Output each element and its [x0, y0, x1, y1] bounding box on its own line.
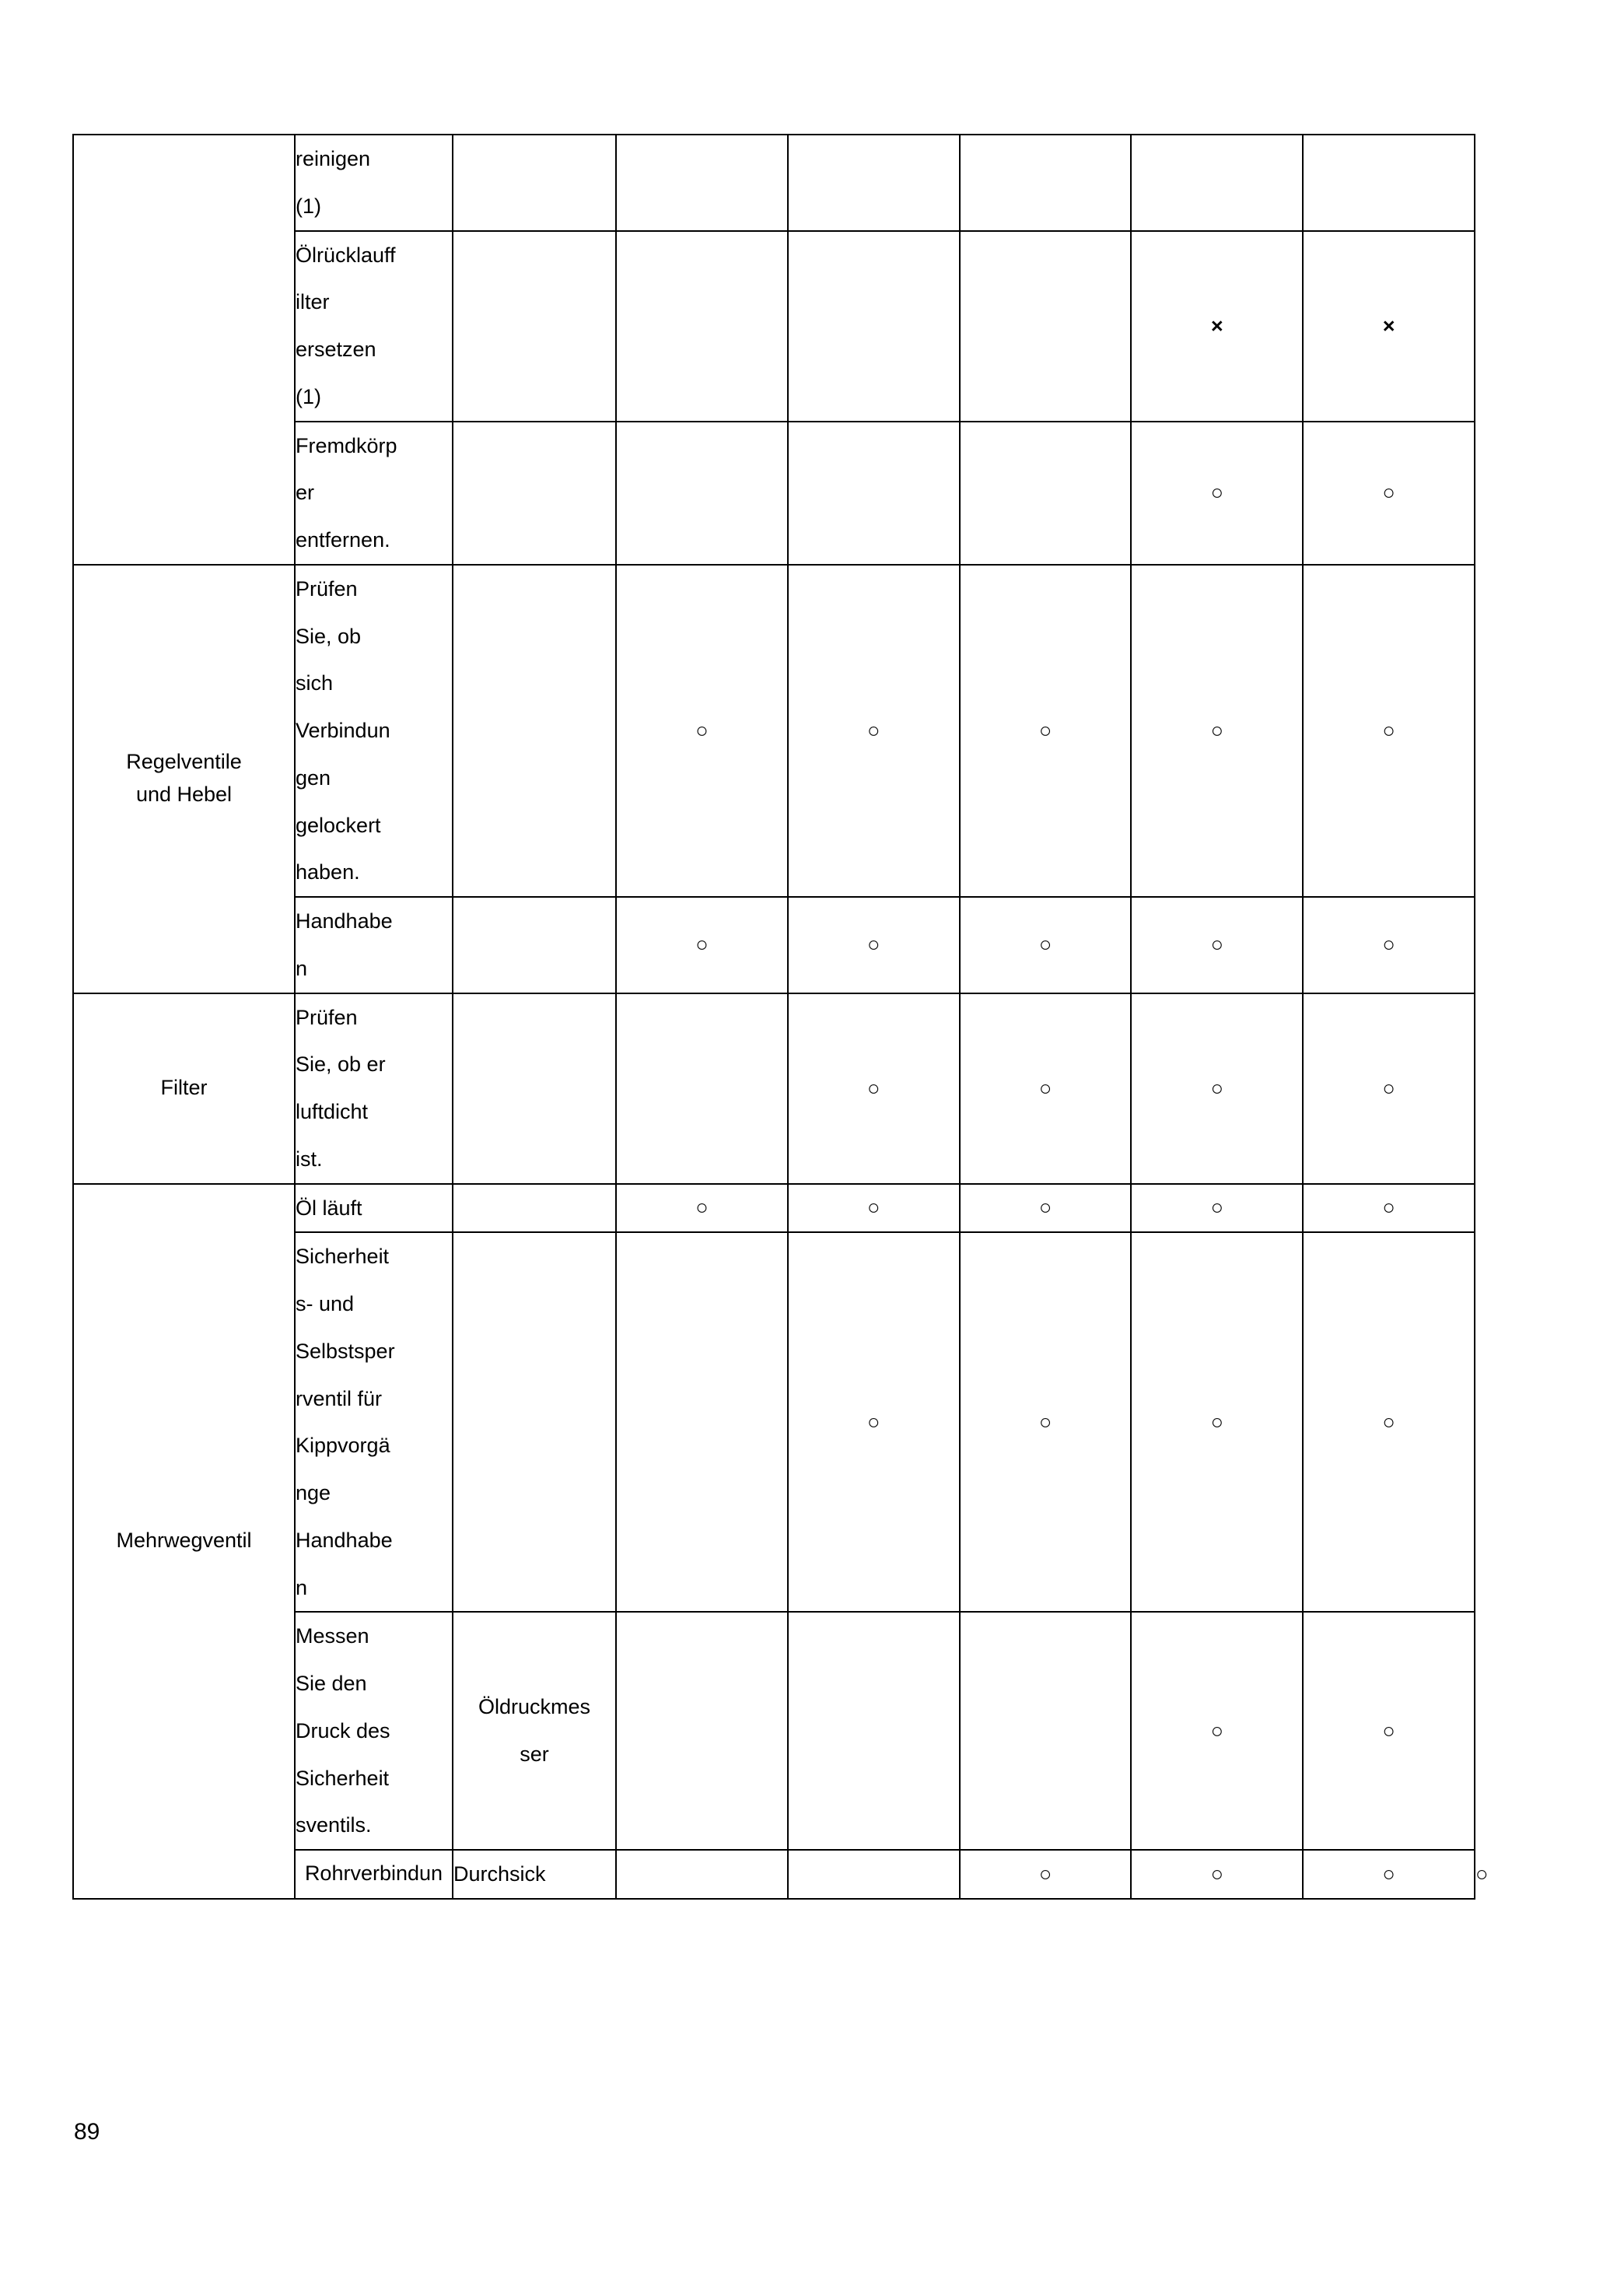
task-line: er: [296, 481, 315, 505]
task-line: Messen: [296, 1624, 369, 1648]
table-row: [73, 1184, 1475, 1233]
task-line: s- und: [296, 1292, 355, 1315]
mark-cell-5: ○: [1303, 1232, 1475, 1612]
task-line: Sicherheit: [296, 1766, 390, 1790]
task-line: (1): [296, 194, 321, 218]
task-cell: [295, 993, 453, 1184]
mark-cell-3: [960, 1612, 1132, 1850]
table-row: Rohrverbindun Durchsick ○ ○ ○ ○: [73, 1850, 1475, 1899]
mark-cell-3: ○: [960, 565, 1132, 897]
mark-cell-5: ○: [1303, 993, 1475, 1184]
tool-cell: [453, 135, 616, 231]
task-line: ersetzen: [296, 338, 376, 361]
tool-cell: [616, 1850, 788, 1899]
task-line: ilter: [296, 290, 330, 314]
task-line: n: [296, 1575, 308, 1599]
page-number: 89: [74, 2119, 100, 2145]
tool-cell: [453, 1184, 616, 1233]
table-body: [73, 135, 1489, 1899]
tool-cell: [453, 897, 616, 993]
mark-cell-4: ○: [1131, 422, 1303, 565]
mark-cell-5: ○: [1303, 565, 1475, 897]
task-cell: [295, 231, 453, 422]
task-cell: [295, 1232, 453, 1612]
mark-cell-5: ○: [1303, 1184, 1475, 1233]
component-cell: [295, 1850, 453, 1899]
mark-cell-1: ○: [616, 565, 788, 897]
tool-cell: [453, 231, 616, 422]
task-line: Durchsick: [453, 1862, 546, 1886]
task-line: Sie den: [296, 1672, 367, 1695]
mark-cell-3: ○: [960, 993, 1132, 1184]
mark-cell-3: ○: [960, 897, 1132, 993]
mark-cell-1: [616, 422, 788, 565]
mark-cell-1: [616, 1612, 788, 1850]
mark-cell-2: [788, 1612, 960, 1850]
task-line: entfernen.: [296, 528, 390, 552]
mark-cell-1: ○: [616, 897, 788, 993]
component-cell: [73, 993, 295, 1184]
task-line: Handhabe: [296, 1528, 393, 1552]
task-line: Handhabe: [296, 909, 393, 933]
task-line: Kippvorgä: [296, 1434, 390, 1458]
task-line: Sie, ob: [296, 624, 362, 648]
task-line: luftdicht: [296, 1100, 369, 1123]
task-line: Öl läuft: [296, 1196, 362, 1220]
mark-cell-5: ×: [1303, 231, 1475, 422]
mark-cell-4: ○: [1303, 1850, 1475, 1899]
mark-cell-2: ○: [788, 565, 960, 897]
tool-cell: [453, 422, 616, 565]
task-line: gelockert: [296, 813, 381, 837]
mark-cell-4: ○: [1131, 1184, 1303, 1233]
task-line: Prüfen: [296, 1005, 358, 1029]
mark-cell-4: ○: [1131, 993, 1303, 1184]
tool-cell: [453, 1612, 616, 1850]
task-line: Prüfen: [296, 576, 358, 601]
task-line: ist.: [296, 1147, 323, 1171]
task-cell: [295, 135, 453, 231]
table-row: [73, 565, 1475, 897]
tool-line: ser: [520, 1742, 549, 1767]
component-cell: [73, 135, 295, 565]
mark-cell-2: [788, 422, 960, 565]
component-label-line: Filter: [160, 1076, 208, 1100]
task-line: Ölrücklauff: [296, 243, 396, 267]
tool-cell: [453, 1232, 616, 1612]
task-line: rventil für: [296, 1386, 383, 1410]
mark-cell-1: [616, 993, 788, 1184]
mark-cell-3: [960, 422, 1132, 565]
mark-cell-5: ○: [1303, 422, 1475, 565]
task-line: n: [296, 956, 308, 980]
mark-cell-2: [788, 231, 960, 422]
mark-cell-4: ○: [1131, 897, 1303, 993]
mark-cell-2: ○: [788, 897, 960, 993]
table-row: [73, 993, 1475, 1184]
tool-cell: [453, 993, 616, 1184]
mark-cell-4: ×: [1131, 231, 1303, 422]
task-line: Verbindun: [296, 719, 390, 742]
task-cell: [295, 1612, 453, 1850]
component-label-line: Rohrverbindun: [304, 1861, 443, 1886]
mark-cell-4: ○: [1131, 1232, 1303, 1612]
task-line: Druck des: [296, 1718, 390, 1742]
task-line: sich: [296, 671, 334, 695]
mark-cell-2: ○: [788, 1184, 960, 1233]
mark-cell-1: [616, 231, 788, 422]
mark-cell-1: [788, 1850, 960, 1899]
component-cell: [73, 565, 295, 993]
task-line: (1): [296, 384, 321, 408]
mark-cell-4: ○: [1131, 1612, 1303, 1850]
task-line: reinigen: [296, 147, 371, 170]
component-cell: [73, 1184, 295, 1899]
mark-cell-2: ○: [788, 993, 960, 1184]
task-cell: [295, 422, 453, 565]
task-line: Sicherheit: [296, 1245, 390, 1269]
mark-cell-2: [788, 135, 960, 231]
mark-cell-3: ○: [960, 1184, 1132, 1233]
component-label-line: und Hebel: [135, 783, 233, 807]
component-label-line: Regelventile: [126, 750, 242, 774]
mark-cell-1: ○: [616, 1184, 788, 1233]
mark-cell-3: ○: [1131, 1850, 1303, 1899]
mark-cell-2: ○: [788, 1232, 960, 1612]
mark-cell-5: [1303, 135, 1475, 231]
task-cell: [295, 897, 453, 993]
task-cell: [295, 565, 453, 897]
component-label-line: Mehrwegventil: [116, 1529, 252, 1553]
task-line: Sie, ob er: [296, 1052, 386, 1077]
task-cell: [453, 1850, 616, 1899]
task-line: Selbstsper: [296, 1339, 395, 1363]
mark-cell-3: ○: [960, 1232, 1132, 1612]
mark-cell-1: [616, 135, 788, 231]
tool-cell: [453, 565, 616, 897]
task-line: haben.: [296, 860, 360, 884]
table-row: [73, 135, 1475, 231]
task-cell: [295, 1184, 453, 1233]
mark-cell-4: ○: [1131, 565, 1303, 897]
mark-cell-4: [1131, 135, 1303, 231]
task-line: Fremdkörp: [296, 433, 397, 457]
maintenance-schedule-table: [72, 134, 1489, 1900]
mark-cell-1: [616, 1232, 788, 1612]
mark-cell-5: ○: [1303, 897, 1475, 993]
task-line: sventils.: [296, 1813, 372, 1837]
mark-cell-2: ○: [960, 1850, 1132, 1899]
mark-cell-3: [960, 231, 1132, 422]
task-line: gen: [296, 765, 331, 790]
mark-cell-5: ○: [1303, 1612, 1475, 1850]
mark-cell-3: [960, 135, 1132, 231]
tool-line: Öldruckmes: [478, 1695, 591, 1719]
task-line: nge: [296, 1481, 331, 1504]
